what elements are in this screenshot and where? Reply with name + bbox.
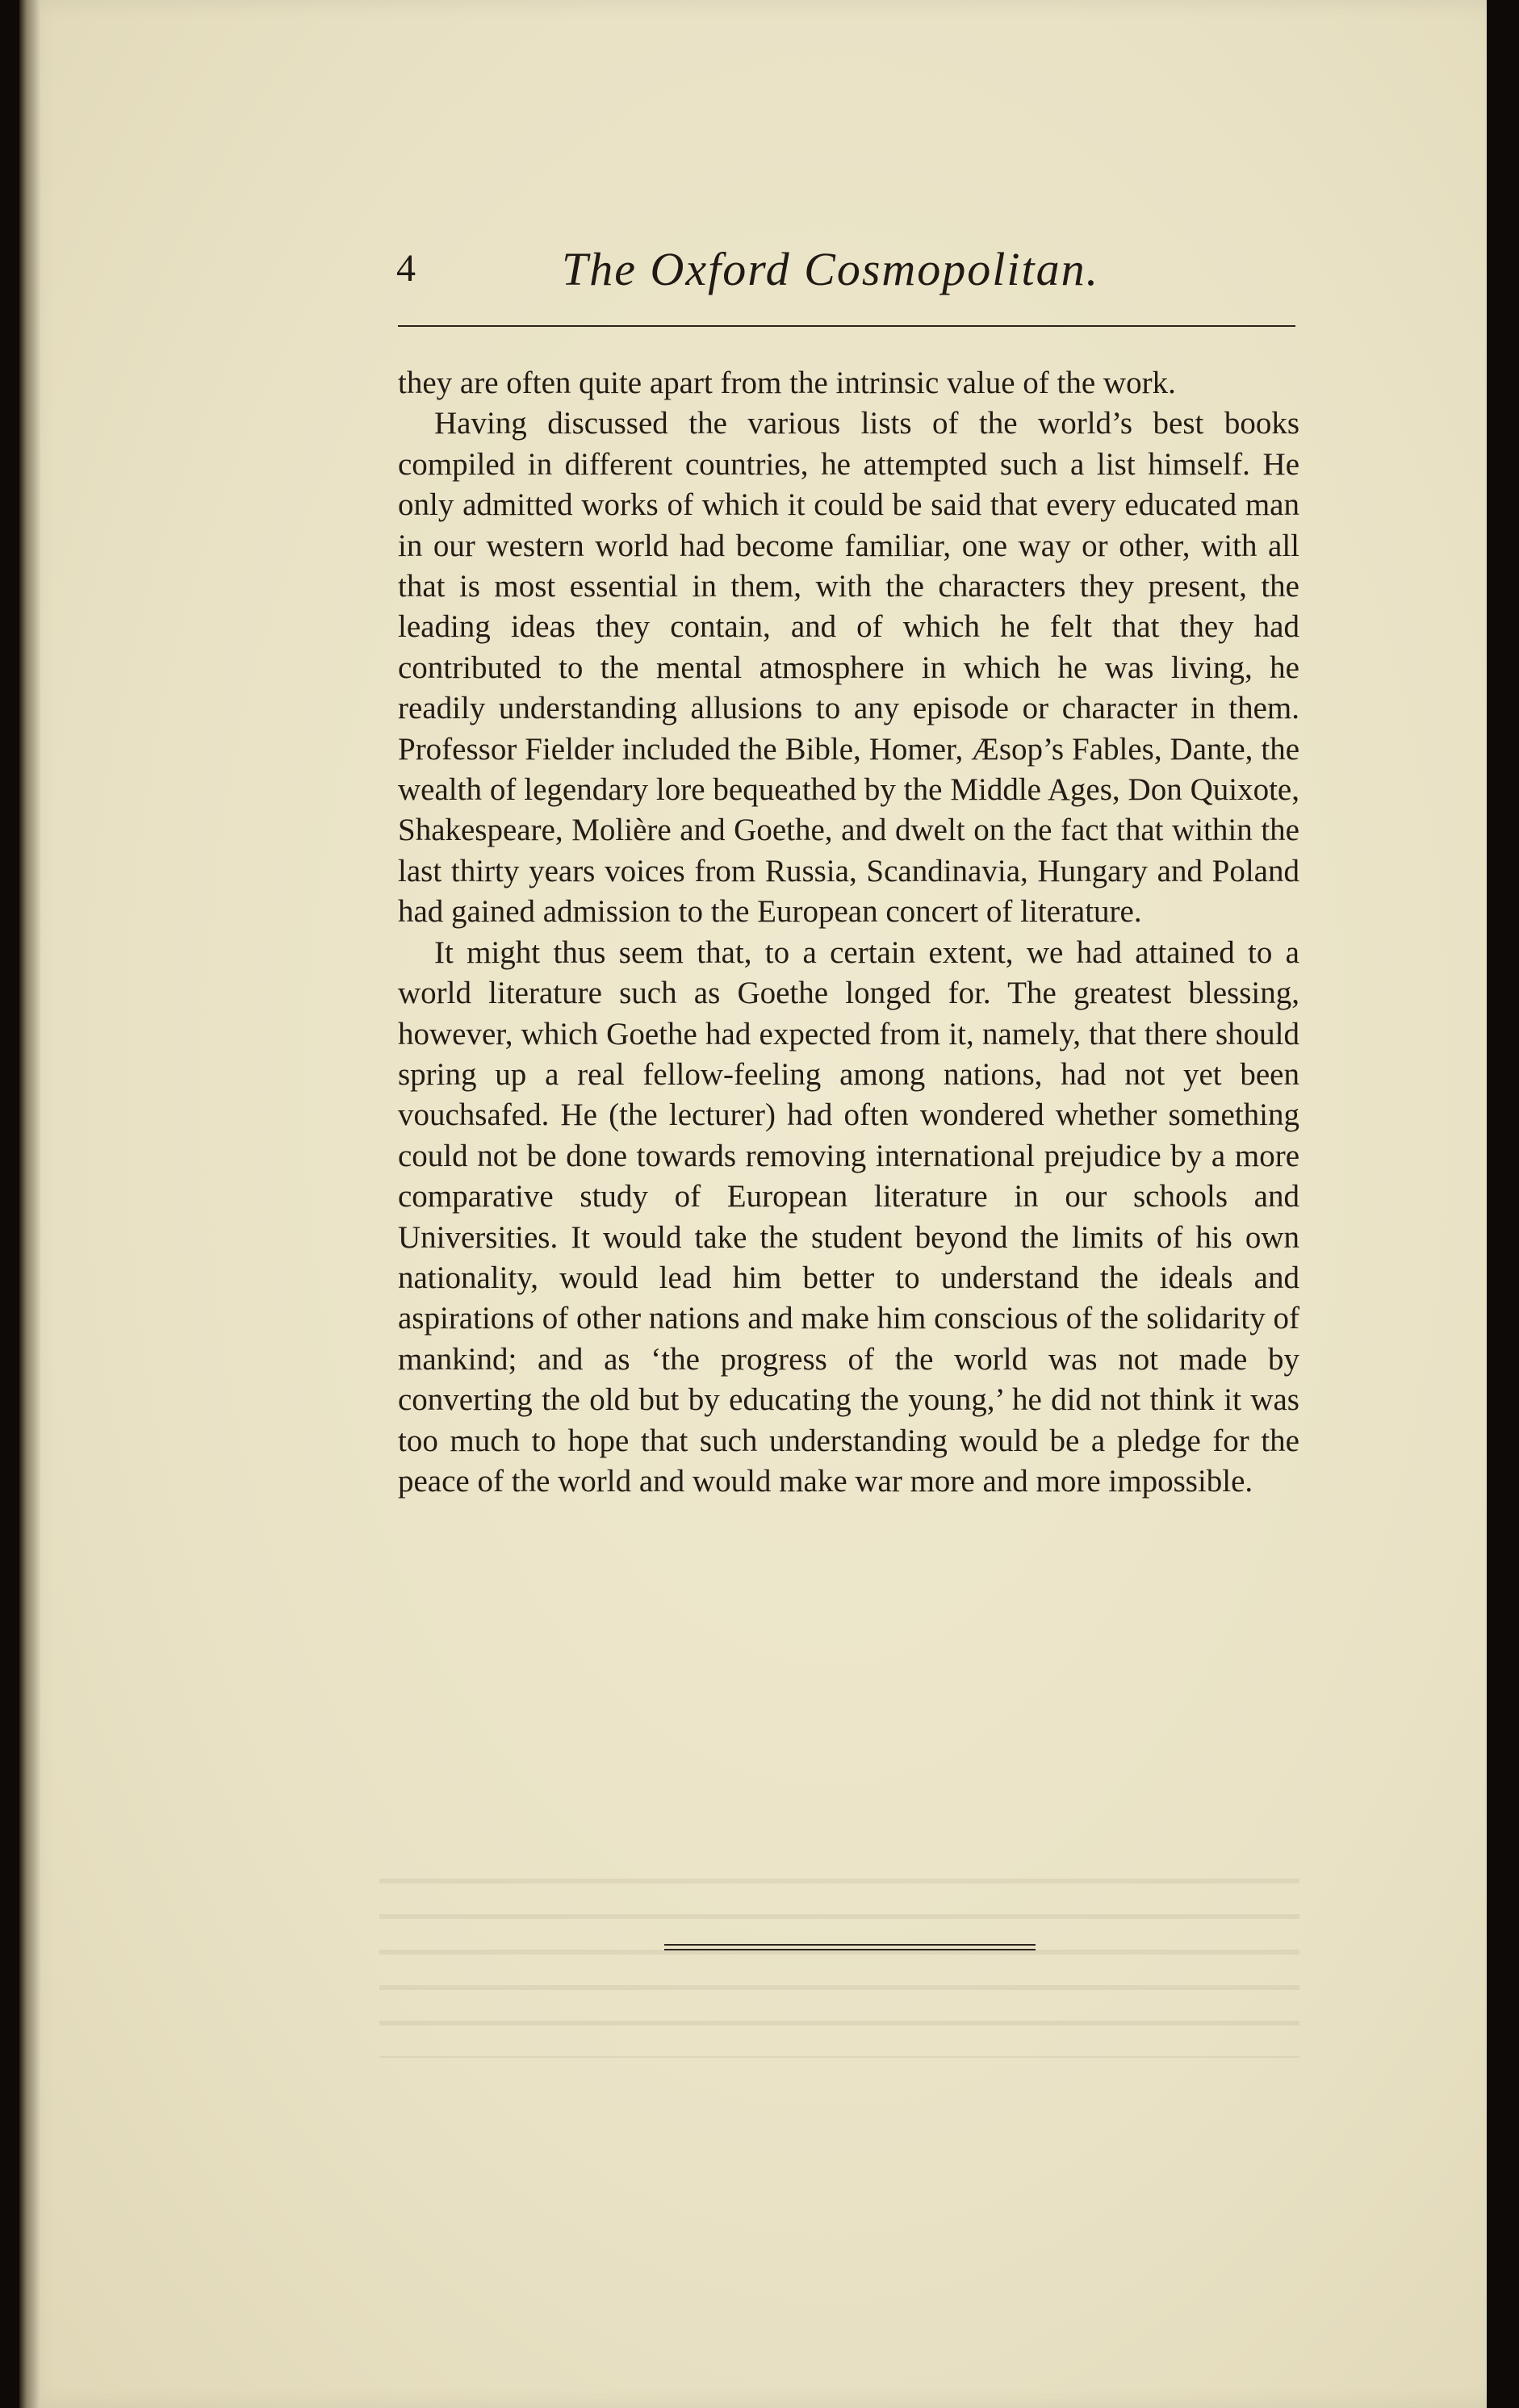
rule-line xyxy=(664,1944,1036,1946)
running-header xyxy=(396,238,1297,303)
paragraph: It might thus seem that, to a certain extent, we had attained to a world literature such as Goethe longed for. The greatest blessing, however, which Goethe had expected from it, namely, that there should spring up a real fellow-feeling among nations, had not yet been vouchsafed. He (the lecturer) had often wondered whether something could not be done towards removing international prejudice by a more comparative study of European literature in our schools and Universities. It would take the student beyond the limits of his own nationality, would lead him better to understand the ideals and aspirations of other nations and make him conscious of the solidarity of mankind; and as ‘the progress of the world was not made by converting the old but by educating the young,’ he did not think it was too much to hope that such understanding would be a pledge for the peace of the world and would make war more and more impossible. xyxy=(398,934,1299,1499)
paragraph: Having discussed the various lists of the world’s best books compiled in different countries, he attempted such a list himself. He only admitted works of which it could be said that every educated man in our western world had become familiar, one way or other, with all that is most essential in them, with the characters they present, the leading ideas they contain, and of which he felt that they had contributed to the mental atmosphere in which he was living, he readily understanding allusions to any episode or character in them. Professor Fielder included the Bible, Homer, Æsop’s Fables, Dante, the wealth of legendary lore bequeathed by the Middle Ages, Don Quixote, Shakespeare, Molière and Goethe, and dwelt on the fact that within the last thirty years voices from Russia, Scandinavia, Hungary and Poland had gained admission to the European concert of literature. xyxy=(398,406,1299,930)
show-through-text xyxy=(379,1848,1299,2058)
page-number: 4 xyxy=(396,247,416,290)
article-body xyxy=(398,363,1299,1502)
paragraph: they are often quite apart from the intrinsic value of the work. xyxy=(398,366,1176,400)
page-binding-edge xyxy=(19,0,40,2408)
journal-title: The Oxford Cosmopolitan. xyxy=(562,243,1100,295)
rule-line xyxy=(664,1949,1036,1950)
end-of-article-rule xyxy=(664,1944,1036,1953)
header-rule xyxy=(398,325,1295,327)
